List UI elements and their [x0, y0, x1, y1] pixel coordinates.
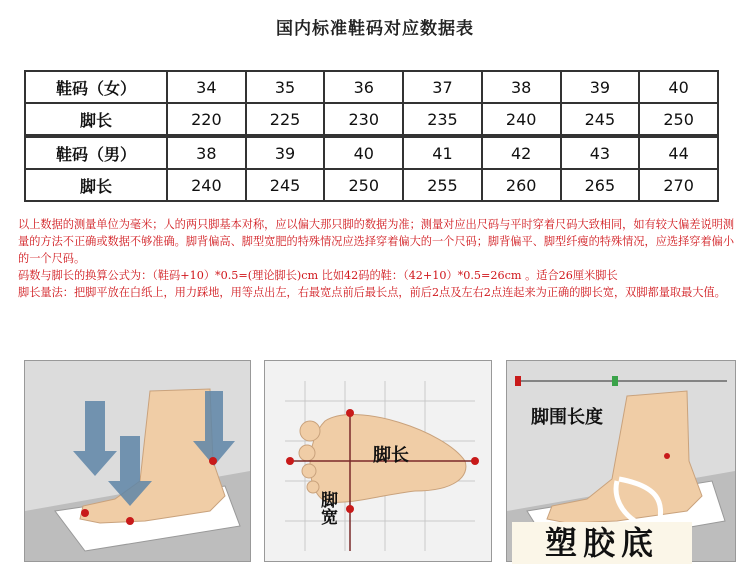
table-cell: 245 — [561, 103, 640, 136]
foot-width-label: 脚宽 — [317, 491, 337, 525]
illustration-press-foot — [24, 360, 251, 562]
table-cell: 38 — [167, 136, 246, 169]
table-cell: 260 — [482, 169, 561, 201]
row-header: 脚长 — [25, 169, 167, 201]
table-cell: 34 — [167, 71, 246, 103]
foot-pressing-icon — [25, 361, 250, 561]
table-row — [25, 103, 718, 136]
table-cell: 235 — [403, 103, 482, 136]
table-cell: 37 — [403, 71, 482, 103]
table-cell: 255 — [403, 169, 482, 201]
table-row — [25, 71, 718, 103]
table-cell: 240 — [482, 103, 561, 136]
table-cell: 265 — [561, 169, 640, 201]
illustration-foot-length-width — [264, 360, 492, 562]
table-cell: 270 — [639, 169, 718, 201]
table-cell: 220 — [167, 103, 246, 136]
table-cell: 36 — [324, 71, 403, 103]
table-cell: 39 — [246, 136, 325, 169]
table-cell: 40 — [324, 136, 403, 169]
size-table — [24, 70, 719, 202]
table-cell: 43 — [561, 136, 640, 169]
table-cell: 250 — [324, 169, 403, 201]
table-row — [25, 136, 718, 169]
note-formula: 码数与脚长的换算公式为：（鞋码+10）*0.5=(理论脚长)cm 比如42码的鞋：（42+10）*0.5=26cm 。适合26厘米脚长 — [18, 269, 618, 282]
table-cell: 38 — [482, 71, 561, 103]
sole-material-watermark: 塑胶底 — [512, 522, 692, 564]
table-cell: 35 — [246, 71, 325, 103]
table-row — [25, 169, 718, 201]
row-header: 鞋码（女） — [25, 71, 167, 103]
table-cell: 250 — [639, 103, 718, 136]
table-cell: 225 — [246, 103, 325, 136]
table-cell: 41 — [403, 136, 482, 169]
foot-length-label: 脚长 — [373, 445, 409, 466]
table-cell: 42 — [482, 136, 561, 169]
note-general: 以上数据的测量单位为毫米；人的两只脚基本对称，应以偏大那只脚的数据为准；测量对应出尺码与平时穿着尺码大致相同，如有较大偏差说明测量的方法不正确或数据不够准确。脚背偏高、脚型宽肥的特殊情况应选择穿着偏大的一个尺码；脚背偏平、脚型纤瘦的特殊情况，应选择穿着偏小的一个尺码。 — [18, 218, 735, 265]
table-cell: 39 — [561, 71, 640, 103]
table-cell: 230 — [324, 103, 403, 136]
row-header: 鞋码（男） — [25, 136, 167, 169]
note-method: 脚长量法：把脚平放在白纸上，用力踩地，用等点出左，右最宽点前后最长点，前后2点及左右2点连起来为正确的脚长宽，双脚都量取最大值。 — [18, 286, 726, 299]
measurement-notes — [18, 216, 734, 301]
table-cell: 245 — [246, 169, 325, 201]
page-title: 国内标准鞋码对应数据表 — [276, 19, 474, 39]
table-cell: 40 — [639, 71, 718, 103]
table-cell: 240 — [167, 169, 246, 201]
row-header: 脚长 — [25, 103, 167, 136]
table-cell: 44 — [639, 136, 718, 169]
foot-girth-label: 脚围长度 — [531, 407, 603, 428]
